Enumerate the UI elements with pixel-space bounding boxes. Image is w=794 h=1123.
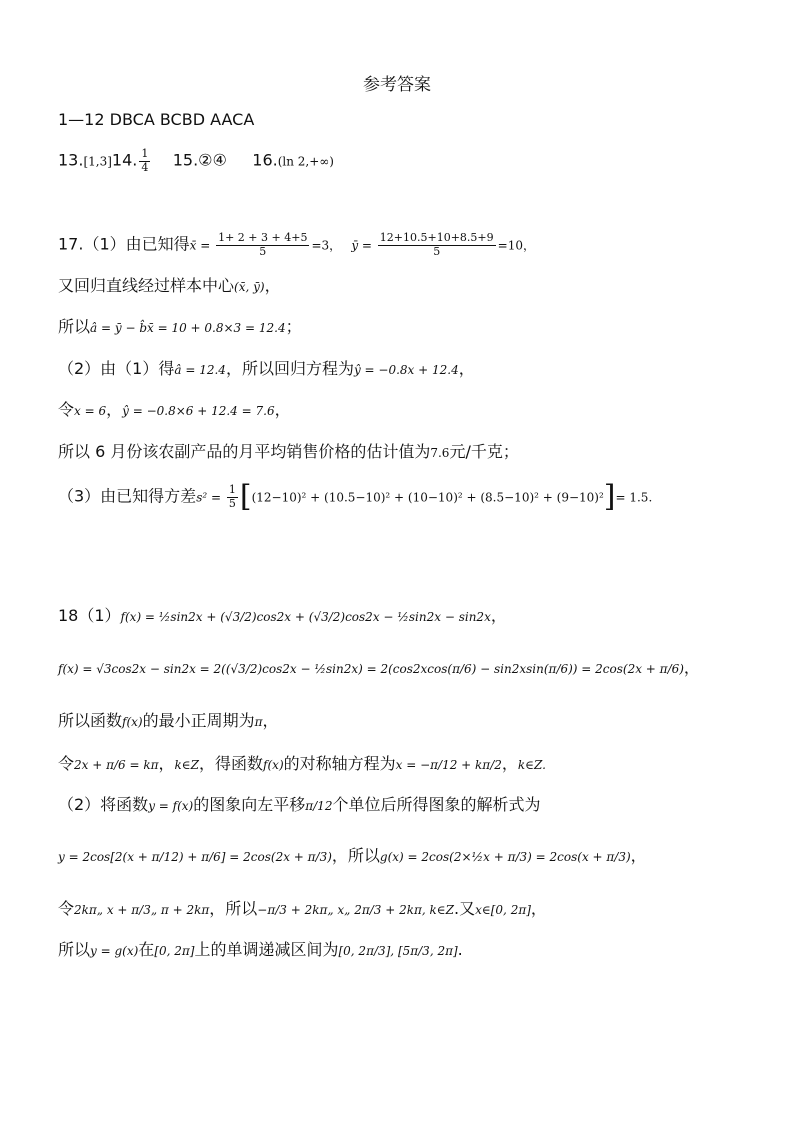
ybar-fraction: $\frac{12+10.5+10+8.5+9}{5}$: [379, 231, 494, 258]
q17-line-6: 所以 6 月份该农副产品的月平均销售价格的估计值为7.6元/千克；: [58, 442, 519, 461]
page-title: 参考答案: [363, 75, 431, 95]
q18-line-1: 18（1）f(x) = ½sin2x + (√3/2)cos2x + (√3/2)cos2x − ½sin2x − sin2x，: [58, 606, 507, 625]
q18-line-2: f(x) = √3cos2x − sin2x = 2((√3/2)cos2x − ½sin2x) = 2(cos2xcos(π/6) − sin2xsin(π/6)) = 2cos(2x + π/6)，: [58, 658, 700, 677]
q17-line-3: 所以â = ȳ − b̂x̄ = 10 + 0.8×3 = 12.4；: [58, 317, 302, 336]
q18-line-7: 令2kπ„ x + π/3„ π + 2kπ，所以−π/3 + 2kπ„ x„ 2π/3 + 2kπ, k∈Z.又x∈[0, 2π]，: [58, 899, 547, 918]
q18-line-4: 令2x + π/6 = kπ，k∈Z，得函数f(x)的对称轴方程为x = −π/12 + kπ/2，k∈Z.: [58, 754, 546, 773]
q17-line-7: （3）由已知得方差s² = $\frac{1}{5}$ [(12−10)² + (10.5−10)² + (10−10)² + (8.5−10)² + (9−10)²]= 1.5.: [58, 479, 653, 514]
q16-label: 16.: [252, 150, 278, 170]
variance-fraction: $\frac{1}{5}$: [228, 482, 236, 510]
q17-line-4: （2）由（1）得â = 12.4，所以回归方程为ŷ = −0.8x + 12.4，: [58, 359, 475, 378]
q15-answer: 15.②④: [172, 150, 227, 170]
q14-label: 14.: [111, 150, 138, 170]
answers-line-1-12: 1—12 DBCA BCBD AACA: [58, 110, 255, 129]
answers-line-13-16: [58, 148, 334, 174]
xbar-fraction: $\frac{1+ 2 + 3 + 4+5}{5}$: [218, 231, 308, 258]
q18-line-3: 所以函数f(x)的最小正周期为π，: [58, 711, 279, 730]
q17-line-2: 又回归直线经过样本中心(x̄, ȳ)，: [58, 276, 281, 295]
q16-answer: (ln 2,+∞): [277, 154, 334, 169]
q18-line-5: （2）将函数y = f(x)的图象向左平移π/12个单位后所得图象的解析式为: [58, 795, 541, 814]
q13-answer: [1,3]: [83, 154, 112, 169]
q17-line-1: 17.（1）由已知得x̄ = $\frac{1+ 2 + 3 + 4+5}{5}$ =3， ȳ = $\frac{12+10.5+10+8.5+9}{5}$ =10，: [58, 231, 535, 258]
q14-answer: $\frac{1}{4}$: [141, 147, 149, 174]
q18-line-8: 所以y = g(x)在[0, 2π]上的单调递减区间为[0, 2π/3], [5π/3, 2π].: [58, 940, 463, 959]
q17-line-5: 令x = 6，ŷ = −0.8×6 + 12.4 = 7.6，: [58, 400, 291, 419]
q18-line-6: y = 2cos[2(x + π/12) + π/6] = 2cos(2x + π/3)，所以g(x) = 2cos(2×½x + π/3) = 2cos(x + π/3)，: [58, 846, 647, 865]
q13-label: 13.: [58, 150, 84, 170]
